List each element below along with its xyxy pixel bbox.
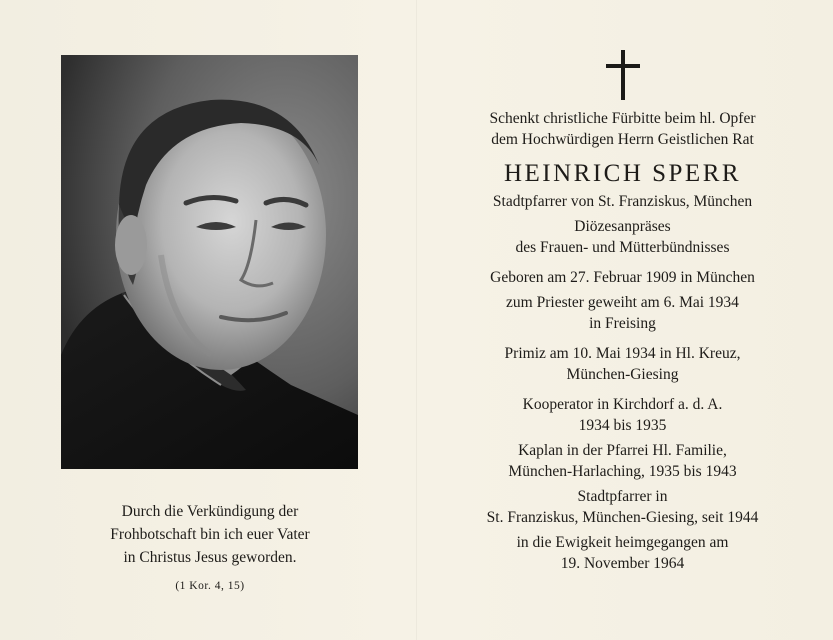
verse-line: in Christus Jesus geworden. [123,549,297,566]
bio-line: zum Priester geweiht am 6. Mai 1934 [506,294,739,311]
portrait-illustration [61,55,358,469]
verse-line: Durch die Verkündigung der [121,503,299,520]
bio-line: Kaplan in der Pfarrei Hl. Familie, [518,442,727,459]
obituary-text [440,50,805,574]
bio-line: Stadtpfarrer in [577,488,668,505]
bio-line: München-Harlaching, 1935 bis 1943 [508,463,737,480]
bio-line: in die Ewigkeit heimgegangen am [516,534,729,551]
bio-line: 1934 bis 1935 [578,417,667,434]
bio-line: Geboren am 27. Februar 1909 in München [490,269,755,286]
role-line: Diözesanpräses [574,218,671,235]
bio-line: in Freising [589,315,656,332]
title-line: Stadtpfarrer von St. Franziskus, München [492,193,753,210]
portrait-photo [61,55,358,469]
bio-line: München-Giesing [566,366,679,383]
intro-line: dem Hochwürdigen Herrn Geistlichen Rat [491,131,754,148]
verse-line: Frohbotschaft bin ich euer Vater [110,526,310,543]
bio-line: St. Franziskus, München-Giesing, seit 1944 [486,509,759,526]
deceased-name: HEINRICH SPERR [503,160,742,187]
intro-line: Schenkt christliche Fürbitte beim hl. Opfer [489,110,756,127]
fold-line [416,0,417,640]
verse-citation: (1 Kor. 4, 15) [175,580,245,592]
latin-cross-icon [603,50,643,100]
bio-line: Kooperator in Kirchdorf a. d. A. [522,396,723,413]
verse-block [40,500,380,598]
role-line: des Frauen- und Mütterbündnisses [515,239,730,256]
bio-line: Primiz am 10. Mai 1934 in Hl. Kreuz, [504,345,741,362]
bio-line: 19. November 1964 [560,555,685,572]
